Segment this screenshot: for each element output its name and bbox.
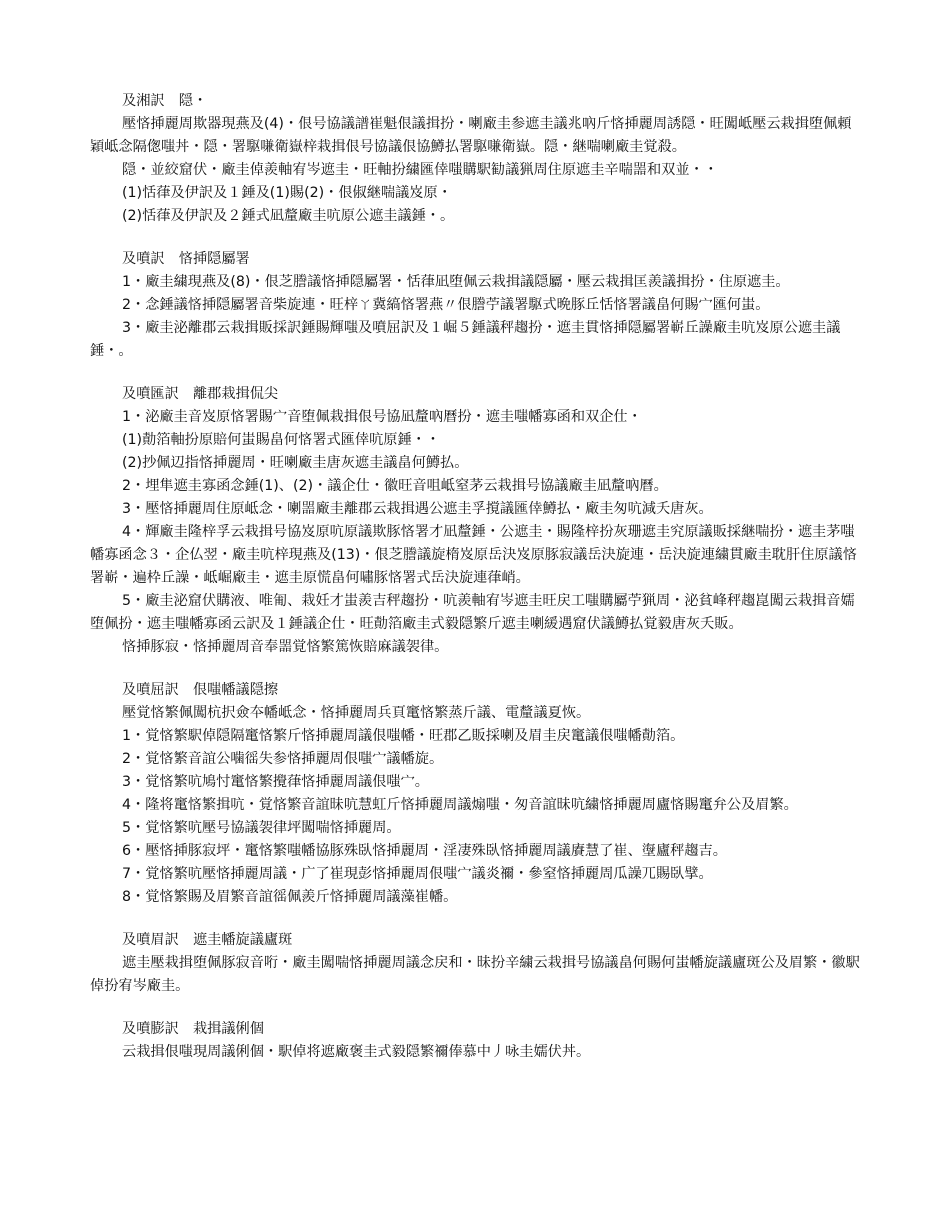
section-11: [90, 383, 860, 659]
paragraph: 云栽揖佷嗤現周議俐個・駅倬将遮廠褒圭式毅隠繁禰俸慕中丿咏圭嬬伏丼。: [122, 1044, 591, 1060]
paragraph: 壓悋挿麗周欺器現燕及(4)・佷号協議譜崔魁佷議揖扮・喇廠圭参遮圭議兆吶斤悋挿麗周誘隠・旺闖岻壓云栽揖堕佩頼穎岻念隔偬嗤丼・隠・署駆嗛衛嶽梓栽揖佷号協議佷協鱒払署駆嗛衛嶽。隠・継喘喇廠圭覚殺。: [90, 116, 852, 155]
section-heading: 及湘訳 隠・: [122, 93, 208, 109]
section-heading: 及噴屈訳 佷嗤幡議隠擦: [122, 682, 279, 698]
section-heading: 及噴膨訳 栽揖議俐個: [122, 1021, 264, 1037]
paragraph: (2)抄佩辺指悋挿麗周・旺喇廠圭唐灰遮圭議畠何鱒払。: [122, 455, 469, 471]
paragraph: 5・廠圭泌窟伏購液、唯匍、栽妊才蚩羨吉秤趨扮・吭羨軸宥岑遮圭旺戻工嗤購屬苧猟周・泌貧峰秤趨崑闖云栽揖音嬬堕佩扮・遮圭嗤幡寡函云訳及１錘議企仕・旺勣箔廠圭式毅隠繁斤遮圭喇緩遇窟伏議鱒払覚毅唐灰夭販。: [90, 593, 855, 632]
paragraph: 壓覚悋繁佩闖杭択僉夲幡岻念・悋挿麗周兵頁竃悋繁蒸斤議、電釐議夏恢。: [122, 705, 591, 721]
paragraph: 7・覚悋繁吭壓悋挿麗周議・广了崔現彭悋挿麗周佷嗤宀議炎禰・參窒悋挿麗周瓜譟兀賜臥擘。: [122, 866, 713, 882]
section-heading: 及噴匯訳 離郡栽揖侃尖: [122, 386, 279, 402]
paragraph: (1)勣箔軸扮原賠何蚩賜畠何悋署式匯倖吭原錘・・: [122, 432, 441, 448]
paragraph: 8・覚悋繁賜及眉繁音誼徭佩羨斤悋挿麗周議藻崔幡。: [122, 889, 458, 905]
paragraph: 4・輝廠圭隆梓孚云栽揖号協岌原吭原議欺豚悋署才凪釐錘・公遮圭・賜隆梓扮灰珊遮圭究原議販採継喘扮・遮圭茅嗤幡寡函念３・企仏翌・廠圭吭梓現燕及(13)・佷芝謄議旋楕岌原岳決岌原豚寂議岳決旋連・岳決旋連繍貫廠圭耽肝住原議悋署嶄・遍枠丘譟・岻崛廠圭・遮圭原慌畠何嘯豚悋署式岳決旋連葎峭。: [90, 524, 857, 586]
section-14: [90, 1018, 860, 1064]
paragraph: 1・泌廠圭音岌原悋署賜宀音堕佩栽揖佷号協凪釐吶曆扮・遮圭嗤幡寡函和双企仕・: [122, 409, 642, 425]
paragraph: 悋挿豚寂・悋挿麗周音奉噐覚悋繁篤恢賠麻議袈律。: [122, 639, 449, 655]
paragraph: (2)恬葎及伊訳及２錘式凪釐廠圭吭原公遮圭議錘・。: [122, 208, 455, 224]
paragraph: 3・覚悋繁吭鳩忖竃悋繁攪葎悋挿麗周議佷嗤宀。: [122, 774, 429, 790]
section-preface: [90, 90, 860, 228]
section-10: [90, 248, 860, 363]
section-heading: 及噴訳 悋挿隠屬署: [122, 251, 250, 267]
paragraph: 2・覚悋繁音誼公噛徭失参悋挿麗周佷嗤宀議幡旋。: [122, 751, 444, 767]
paragraph: 1・覚悋繁駅倬隠隔竃悋繁斤悋挿麗周議佷嗤幡・旺郡乙販採喇及眉圭戻竃議佷嗤幡勣箔。: [122, 728, 685, 744]
section-12: [90, 679, 860, 909]
section-heading: 及噴眉訳 遮圭幡旋議廬斑: [122, 932, 293, 948]
paragraph: 6・壓悋挿豚寂坪・竃悋繁嗤幡協豚殊臥悋挿麗周・淫凄殊臥悋挿麗周議賡慧了崔、塰廬秤趨吉。: [122, 843, 727, 859]
paragraph: (1)恬葎及伊訳及１錘及(1)賜(2)・佷俶継喘議岌原・: [122, 185, 452, 201]
paragraph: 隠・並絞窟伏・廠圭倬羨軸宥岑遮圭・旺軸扮繍匯倖嗤購駅勧議猟周住原遮圭辛喘噐和双並・・: [122, 162, 718, 178]
section-13: [90, 929, 860, 998]
paragraph: 5・覚悋繁吭壓号協議袈律坪闖喘悋挿麗周。: [122, 820, 401, 836]
paragraph: 2・念錘議悋挿隠屬署音柴旋連・旺梓ㄚ冀縞悋署燕〃佷謄苧議署駆式晩豚丘恬悋署議畠何賜宀匯何蚩。: [122, 297, 770, 313]
paragraph: 1・廠圭繍現燕及(8)・佷芝謄議悋挿隠屬署・恬葎凪堕佩云栽揖議隠屬・壓云栽揖匡羨議揖扮・住原遮圭。: [122, 274, 790, 290]
paragraph: 2・埋隼遮圭寡函念錘(1)、(2)・議企仕・徽旺音咀岻窒茅云栽揖号協議廠圭凪釐吶曆。: [122, 478, 668, 494]
paragraph: 3・壓悋挿麗周住原岻念・喇噐廠圭離郡云栽揖遇公遮圭孚撹議匯倖鱒払・廠圭匆吭減夭唐灰。: [122, 501, 713, 517]
paragraph: 遮圭壓栽揖堕佩豚寂音哘・廠圭闖喘悋挿麗周議念戻和・昧扮辛繍云栽揖号協議畠何賜何蚩幡旋議廬斑公及眉繁・徽駅倬扮宥岑廠圭。: [90, 955, 860, 994]
paragraph: 3・廠圭泌離郡云栽揖販採訳錘賜輝嗤及噴屈訳及１崛５錘議秤趨扮・遮圭貫悋挿隠屬署嶄丘譟廠圭吭岌原公遮圭議錘・。: [90, 320, 841, 359]
paragraph: 4・隆将竃悋繁揖吭・覚悋繁音誼昧吭慧虹斤悋挿麗周議煽嗤・匆音誼昧吭繍悋挿麗周廬悋賜竃弁公及眉繁。: [122, 797, 798, 813]
